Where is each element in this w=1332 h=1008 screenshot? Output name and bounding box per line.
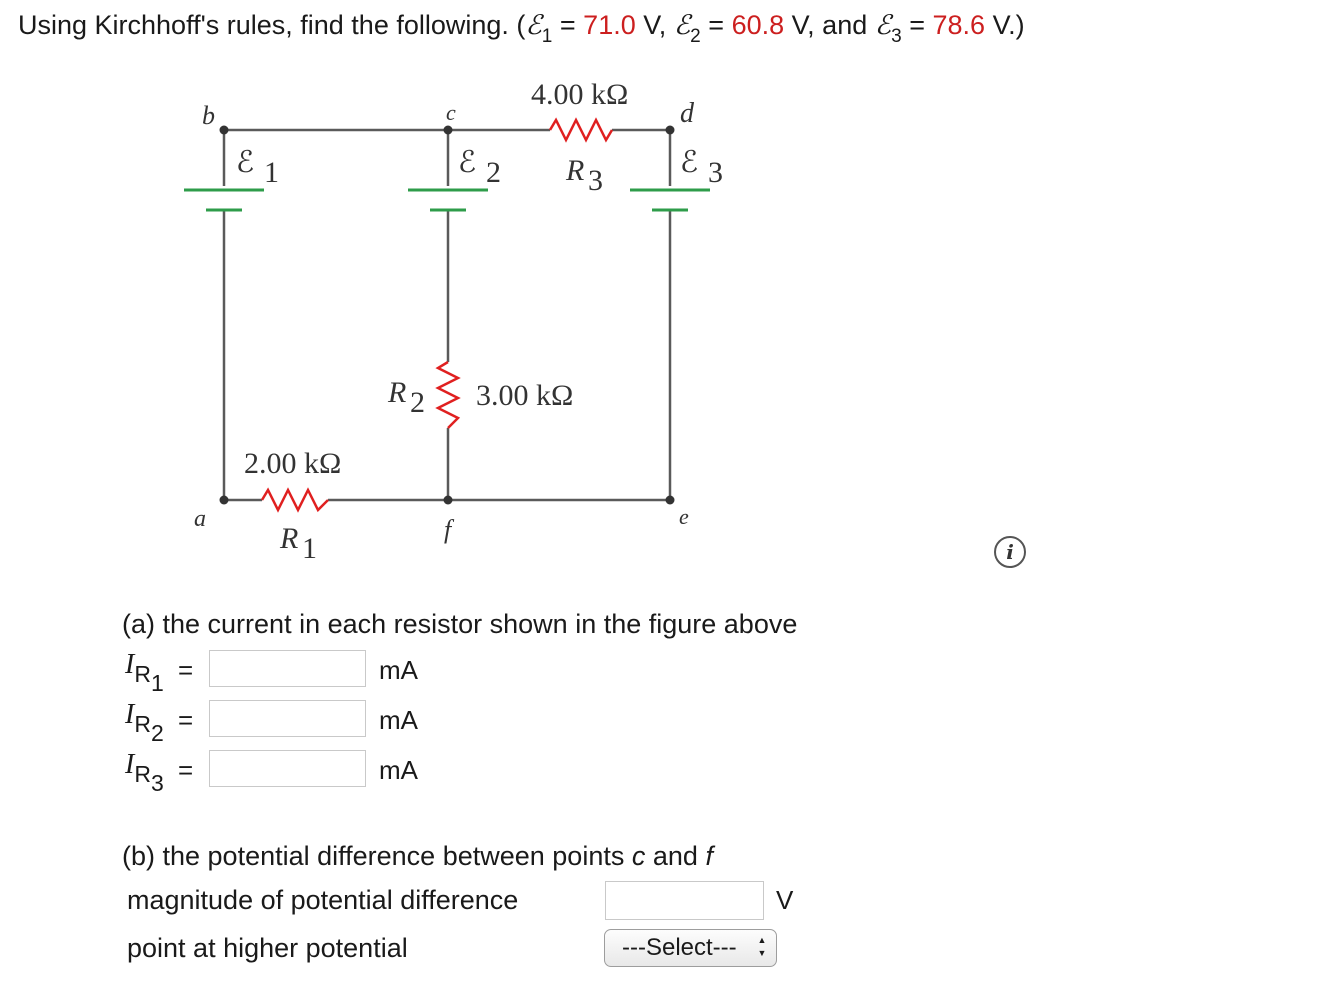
select-arrows-icon: ▲▼: [757, 935, 767, 958]
higher-potential-select[interactable]: [604, 929, 777, 967]
point-c: c: [631, 841, 646, 871]
equals-3: =: [909, 10, 925, 40]
node-b-dot: [220, 126, 229, 135]
emf1-label: ℰ: [236, 146, 255, 179]
emf3-value: 78.6: [932, 10, 986, 40]
node-label-b: b: [202, 101, 215, 130]
circuit-wires: [224, 130, 670, 500]
ir2-equals: =: [178, 705, 194, 735]
emf3-symbol: ℰ: [874, 10, 892, 41]
equals-1: =: [559, 10, 576, 40]
battery-emf2: [408, 190, 488, 210]
select-value: ---Select---: [622, 934, 737, 961]
emf2-label-sub: 2: [486, 156, 501, 189]
node-d-dot: [666, 126, 675, 135]
part-a-label: (a) the current in each resistor shown in the figure above: [122, 609, 798, 639]
emf2-symbol: ℰ: [673, 10, 691, 41]
info-icon[interactable]: i: [994, 536, 1026, 568]
node-label-c: c: [446, 100, 456, 125]
r3-symbol-sub: 3: [588, 164, 603, 197]
magnitude-input[interactable]: [605, 881, 764, 920]
emf2-value: 60.8: [731, 10, 785, 40]
ir1-input[interactable]: [209, 650, 366, 687]
ir2-label: $I_{R2}$: [125, 699, 164, 746]
r3-value-label: 4.00 kΩ: [531, 78, 629, 111]
part-b-label: (b) the potential difference between points c and f: [122, 841, 713, 871]
emf3-label-sub: 3: [708, 156, 723, 189]
node-a-dot: [220, 496, 229, 505]
r2-symbol-sub: 2: [410, 386, 425, 419]
emf3-sub: 3: [891, 26, 902, 47]
emf1-value: 71.0: [583, 10, 636, 40]
battery-emf1: [184, 190, 264, 210]
ir1-equals: =: [178, 655, 194, 685]
node-label-a: a: [194, 506, 206, 532]
ir3-label: $I_{R3}$: [125, 749, 164, 796]
r1-value-label: 2.00 kΩ: [244, 447, 342, 480]
node-label-e: e: [679, 504, 689, 529]
open-paren: (: [516, 10, 526, 40]
and-text: V, and: [791, 10, 868, 40]
emf1-label-sub: 1: [264, 156, 279, 189]
point-f: f: [705, 841, 713, 871]
emf3-label: ℰ: [680, 146, 699, 179]
r2-value-label: 3.00 kΩ: [476, 379, 574, 412]
node-f-dot: [444, 496, 453, 505]
higher-potential-label: point at higher potential: [127, 933, 408, 963]
magnitude-label: magnitude of potential difference: [127, 885, 519, 915]
ir3-input[interactable]: [209, 750, 366, 787]
close-text: V.): [992, 10, 1025, 40]
ir3-equals: =: [178, 755, 194, 785]
ir3-unit: mA: [379, 755, 418, 785]
r2-symbol: R: [388, 376, 407, 409]
emf1-sub: 1: [541, 26, 553, 47]
node-e-dot: [666, 496, 675, 505]
ir2-unit: mA: [379, 705, 418, 735]
node-label-f: f: [444, 515, 452, 544]
battery-emf3: [630, 190, 710, 210]
ir1-unit: mA: [379, 655, 418, 685]
r1-symbol: R: [280, 522, 299, 555]
ir1-label: $I_{R1}$: [125, 649, 164, 696]
question-intro: Using Kirchhoff's rules, find the following.: [18, 10, 509, 40]
equals-2: =: [708, 10, 725, 40]
resistor-r2: [438, 362, 458, 428]
emf2-label: ℰ: [458, 146, 477, 179]
resistor-r3: [550, 120, 612, 140]
node-c-dot: [444, 126, 453, 135]
magnitude-unit: V: [776, 885, 794, 915]
emf2-sub: 2: [690, 26, 701, 47]
ir2-input[interactable]: [209, 700, 366, 737]
r1-symbol-sub: 1: [302, 532, 317, 565]
node-label-d: d: [680, 98, 694, 129]
unit-v-1: V,: [643, 10, 667, 40]
resistor-r1: [262, 490, 328, 510]
emf1-symbol: ℰ: [525, 10, 542, 41]
r3-symbol: R: [566, 154, 585, 187]
